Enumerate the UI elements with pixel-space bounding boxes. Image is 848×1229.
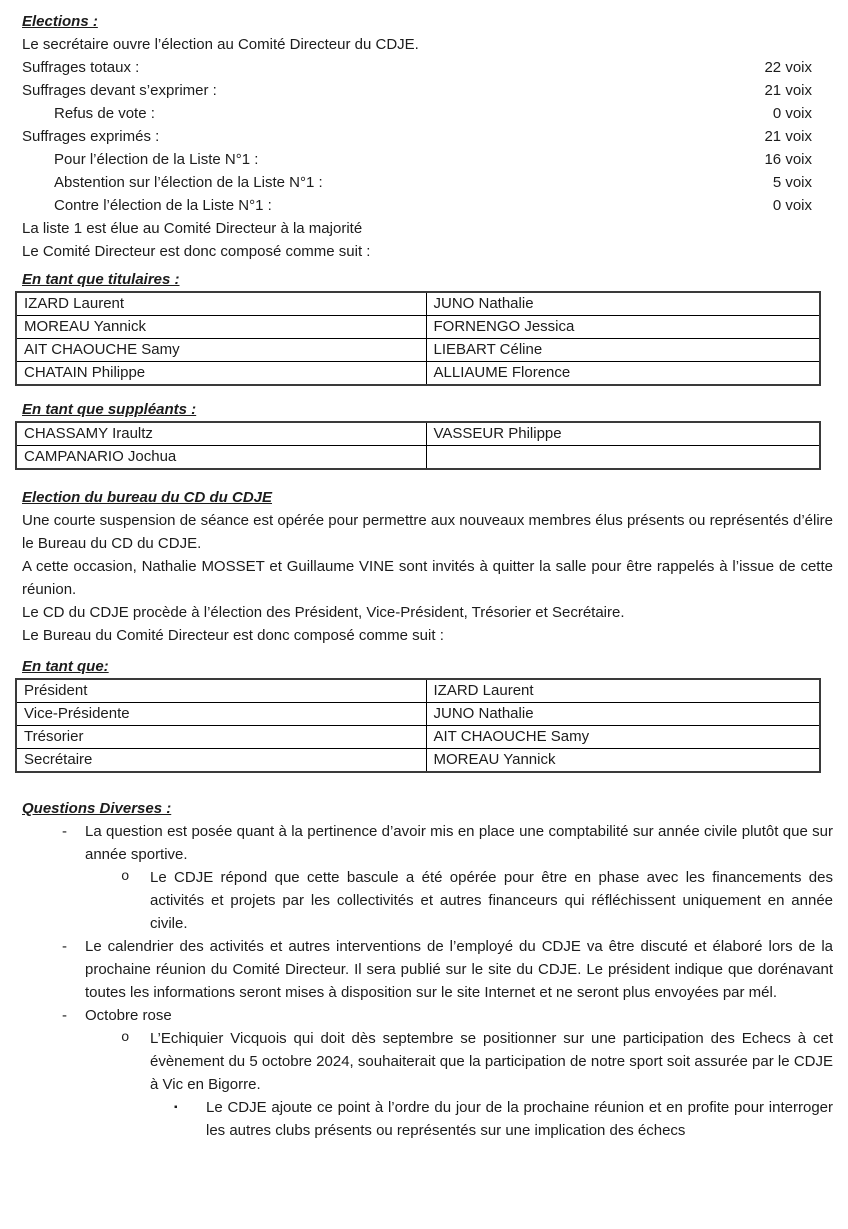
vote-line — [22, 194, 833, 217]
table-row — [16, 749, 820, 773]
bullet-circle-marker: o — [121, 869, 130, 885]
vote-line — [22, 56, 833, 79]
member-name-cell: IZARD Laurent — [16, 292, 426, 316]
vote-value: 5 voix — [772, 174, 812, 191]
list-item — [121, 866, 833, 935]
bullet-circle-marker: o — [121, 1030, 130, 1046]
list-item-text: L’Echiquier Vicquois qui doit dès septembre se positionner sur une participation des Echecs à cet évènement du 5 octobre 2024, souhaiterait que la participation de notre sport soit assurée par le CDJE à Vic en Bigorre. — [150, 1030, 833, 1093]
titulaires-heading: En tant que titulaires : — [22, 271, 180, 288]
elections-heading: Elections : — [22, 13, 98, 30]
vote-results-list — [22, 56, 833, 217]
suppleants-table — [15, 421, 821, 470]
table-row — [16, 703, 820, 726]
list-item — [174, 1096, 833, 1142]
bullet-square-marker: ▪ — [174, 1102, 178, 1113]
bullet-dash-marker: - — [62, 823, 67, 840]
bureau-election-heading: Election du bureau du CD du CDJE — [22, 489, 273, 506]
vote-label: Abstention sur l’élection de la Liste N°1 : — [54, 174, 323, 191]
list-item-text: Le CDJE répond que cette bascule a été opérée pour être en phase avec les financements des activités et projets par les collectivités et autres financeurs qui réfléchissent uniquement en année civile. — [150, 869, 833, 932]
vote-value: 21 voix — [764, 128, 812, 145]
table-row — [16, 316, 820, 339]
bureau-election-paragraph: Une courte suspension de séance est opérée pour permettre aux nouveaux membres élus présents ou représentés d’élire le Bureau du CD du CDJE. — [22, 512, 833, 552]
bureau-election-paragraph: Le CD du CDJE procède à l’élection des Président, Vice-Président, Trésorier et Secrétaire. — [22, 604, 625, 621]
list-item — [62, 820, 833, 866]
vote-value: 0 voix — [772, 197, 812, 214]
list-item — [62, 935, 833, 1004]
bureau-composition-intro: Le Bureau du Comité Directeur est donc composé comme suit : — [22, 627, 444, 644]
table-row — [16, 422, 820, 446]
titulaires-table — [15, 291, 821, 386]
vote-line — [22, 125, 833, 148]
bureau-roles-heading: En tant que: — [22, 658, 109, 675]
vote-line — [22, 102, 833, 125]
vote-line — [22, 171, 833, 194]
vote-label: Suffrages devant s’exprimer : — [22, 82, 217, 99]
cd-composition-intro: Le Comité Directeur est donc composé comme suit : — [22, 243, 371, 260]
bullet-dash-marker: - — [62, 1007, 67, 1024]
member-name-cell: ALLIAUME Florence — [426, 362, 820, 386]
vote-value: 22 voix — [764, 59, 812, 76]
suppleants-heading: En tant que suppléants : — [22, 401, 197, 418]
member-name-cell: JUNO Nathalie — [426, 292, 820, 316]
vote-label: Suffrages totaux : — [22, 59, 140, 76]
member-name-cell: IZARD Laurent — [426, 679, 820, 703]
member-name-cell: VASSEUR Philippe — [426, 422, 820, 446]
vote-label: Suffrages exprimés : — [22, 128, 160, 145]
member-name-cell: CHATAIN Philippe — [16, 362, 426, 386]
role-cell: Secrétaire — [16, 749, 426, 773]
table-row — [16, 362, 820, 386]
table-row — [16, 726, 820, 749]
member-name-cell: FORNENGO Jessica — [426, 316, 820, 339]
vote-line — [22, 148, 833, 171]
member-name-cell: MOREAU Yannick — [16, 316, 426, 339]
questions-diverses-list — [22, 820, 833, 1142]
member-name-cell: LIEBART Céline — [426, 339, 820, 362]
vote-value: 0 voix — [772, 105, 812, 122]
member-name-cell: CAMPANARIO Jochua — [16, 446, 426, 470]
bureau-election-paragraph: A cette occasion, Nathalie MOSSET et Guillaume VINE sont invités à quitter la salle pour être rappelés à l’issue de cette réunion. — [22, 558, 833, 598]
vote-line — [22, 79, 833, 102]
role-cell: Président — [16, 679, 426, 703]
vote-label: Refus de vote : — [54, 105, 155, 122]
table-row — [16, 679, 820, 703]
table-row — [16, 339, 820, 362]
election-result-text: La liste 1 est élue au Comité Directeur à la majorité — [22, 220, 363, 237]
vote-label: Contre l’élection de la Liste N°1 : — [54, 197, 272, 214]
list-item — [62, 1004, 833, 1027]
questions-diverses-heading: Questions Diverses : — [22, 800, 172, 817]
vote-value: 21 voix — [764, 82, 812, 99]
table-row — [16, 446, 820, 470]
vote-label: Pour l’élection de la Liste N°1 : — [54, 151, 259, 168]
member-name-cell: AIT CHAOUCHE Samy — [16, 339, 426, 362]
vote-value: 16 voix — [764, 151, 812, 168]
member-name-cell: MOREAU Yannick — [426, 749, 820, 773]
member-name-cell: AIT CHAOUCHE Samy — [426, 726, 820, 749]
role-cell: Trésorier — [16, 726, 426, 749]
table-row — [16, 292, 820, 316]
list-item-text: Le CDJE ajoute ce point à l’ordre du jour de la prochaine réunion et en profite pour interroger les autres clubs présents ou représentés sur une implication des échecs — [206, 1099, 833, 1139]
elections-intro: Le secrétaire ouvre l’élection au Comité Directeur du CDJE. — [22, 36, 419, 53]
list-item — [121, 1027, 833, 1096]
member-name-cell: JUNO Nathalie — [426, 703, 820, 726]
bureau-table — [15, 678, 821, 773]
member-name-cell: CHASSAMY Iraultz — [16, 422, 426, 446]
list-item-text: Octobre rose — [85, 1007, 172, 1024]
bullet-dash-marker: - — [62, 938, 67, 955]
member-name-cell — [426, 446, 820, 470]
role-cell: Vice-Présidente — [16, 703, 426, 726]
list-item-text: Le calendrier des activités et autres interventions de l’employé du CDJE va être discuté et élaboré lors de la prochaine réunion du Comité Directeur. Il sera publié sur le site du CDJE. Le président indique que dorénavant toutes les informations seront mises à disposition sur le site Internet et ne seront plus envoyées par mél. — [85, 938, 833, 1001]
list-item-text: La question est posée quant à la pertinence d’avoir mis en place une comptabilité sur année civile plutôt que sur année sportive. — [85, 823, 833, 863]
